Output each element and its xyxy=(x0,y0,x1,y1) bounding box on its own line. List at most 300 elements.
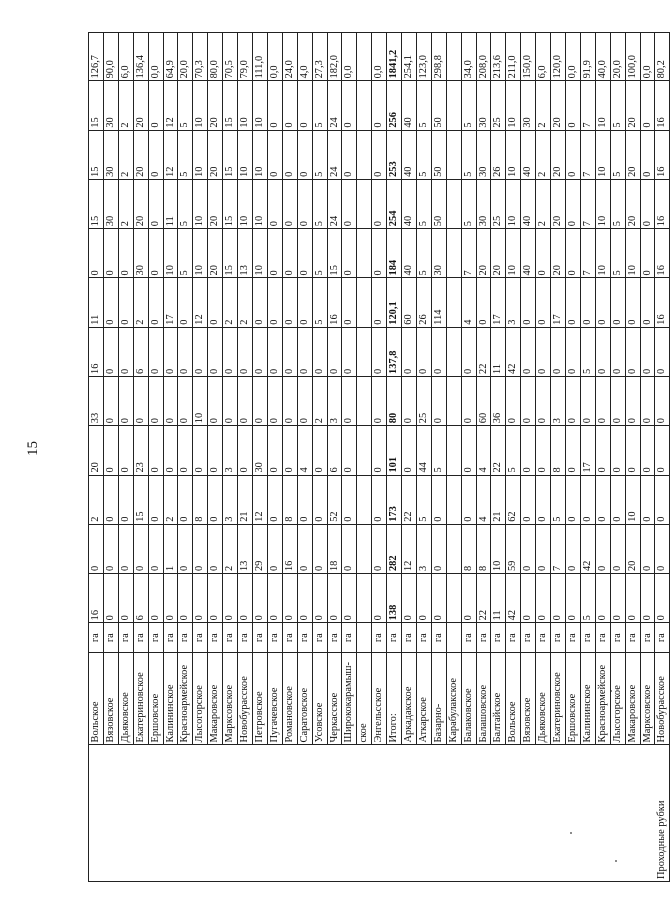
value-cell: 0 xyxy=(148,327,163,376)
value-cell: 136,4 xyxy=(133,33,148,81)
value-cell: 0 xyxy=(252,327,267,376)
value-cell: 10 xyxy=(252,179,267,228)
value-cell xyxy=(357,475,372,524)
data-table xyxy=(88,32,670,882)
value-cell xyxy=(446,81,461,130)
value-cell: 0 xyxy=(580,475,595,524)
value-cell: 25 xyxy=(416,376,431,425)
value-cell: 90,0 xyxy=(103,33,118,81)
value-cell: 3 xyxy=(506,278,521,327)
value-cell: 0 xyxy=(297,327,312,376)
value-cell: 0 xyxy=(640,327,655,376)
unit-cell: га xyxy=(640,623,655,653)
value-cell: 0 xyxy=(580,376,595,425)
value-cell: 12 xyxy=(163,130,178,179)
district-name: Макаровское xyxy=(625,653,640,745)
value-cell: 2 xyxy=(536,179,551,228)
value-cell: 0 xyxy=(610,278,625,327)
unit-cell: га xyxy=(431,623,446,653)
value-cell: 100,0 xyxy=(625,33,640,81)
value-cell: 4 xyxy=(476,475,491,524)
value-cell: 70,5 xyxy=(223,33,238,81)
value-cell: 20 xyxy=(208,130,223,179)
unit-cell: га xyxy=(342,623,357,653)
value-cell: 0 xyxy=(163,327,178,376)
value-cell: 5 xyxy=(312,130,327,179)
value-cell: 20 xyxy=(625,130,640,179)
value-cell: 15 xyxy=(223,229,238,278)
value-cell: 298,8 xyxy=(431,33,446,81)
unit-cell: га xyxy=(163,623,178,653)
district-name: Макаровское xyxy=(208,653,223,745)
unit-cell: га xyxy=(536,623,551,653)
value-cell: 5 xyxy=(312,278,327,327)
value-cell: 0 xyxy=(402,327,417,376)
value-cell xyxy=(446,179,461,228)
value-cell: 0 xyxy=(282,81,297,130)
value-cell: 0 xyxy=(580,278,595,327)
value-cell: 0 xyxy=(595,524,610,573)
value-cell: 184 xyxy=(387,229,402,278)
value-cell: 0 xyxy=(103,278,118,327)
value-cell xyxy=(446,475,461,524)
value-cell: 0 xyxy=(625,426,640,475)
district-name: Лысогорское xyxy=(610,653,625,745)
value-cell: 5 xyxy=(580,574,595,623)
district-name: Базарно- xyxy=(431,653,446,745)
value-cell: 0 xyxy=(297,278,312,327)
value-cell: 0 xyxy=(282,179,297,228)
value-cell: 0 xyxy=(312,574,327,623)
value-cell: 42 xyxy=(580,524,595,573)
unit-cell: га xyxy=(133,623,148,653)
district-name: Марксовское xyxy=(640,653,655,745)
value-cell: 0 xyxy=(118,524,133,573)
value-cell: 0 xyxy=(610,574,625,623)
value-cell: 0 xyxy=(178,574,193,623)
value-cell: 20 xyxy=(551,179,566,228)
value-cell: 0 xyxy=(416,574,431,623)
district-name: Марксовское xyxy=(223,653,238,745)
value-cell: 4 xyxy=(476,426,491,475)
value-cell: 5 xyxy=(610,130,625,179)
value-cell: 11 xyxy=(491,327,506,376)
value-cell: 16 xyxy=(282,524,297,573)
value-cell: 7 xyxy=(580,179,595,228)
value-cell: 20 xyxy=(625,179,640,228)
value-cell: 5 xyxy=(506,426,521,475)
value-cell: 0 xyxy=(640,229,655,278)
value-cell: 50 xyxy=(431,179,446,228)
value-cell xyxy=(446,376,461,425)
value-cell: 36 xyxy=(491,376,506,425)
value-cell: 5 xyxy=(312,179,327,228)
value-cell: 29 xyxy=(252,524,267,573)
value-cell: 0 xyxy=(461,376,476,425)
district-name: Новобурасское xyxy=(238,653,253,745)
value-cell: 0 xyxy=(551,574,566,623)
value-cell: 0 xyxy=(312,524,327,573)
value-cell: 40 xyxy=(402,229,417,278)
value-cell: 0 xyxy=(536,327,551,376)
value-cell: 2 xyxy=(223,524,238,573)
value-cell xyxy=(446,278,461,327)
value-cell: 10 xyxy=(238,81,253,130)
value-cell: 0 xyxy=(267,278,282,327)
value-cell: 0 xyxy=(595,475,610,524)
value-cell: 0 xyxy=(431,524,446,573)
value-cell: 11 xyxy=(163,179,178,228)
value-cell: 0 xyxy=(655,327,670,376)
value-cell: 0 xyxy=(118,327,133,376)
value-cell: 0 xyxy=(566,81,581,130)
value-cell: 25 xyxy=(491,179,506,228)
value-cell: 20 xyxy=(491,229,506,278)
value-cell: 0 xyxy=(566,229,581,278)
value-cell: 0 xyxy=(297,229,312,278)
value-cell: 0 xyxy=(178,426,193,475)
district-name: Саратовское xyxy=(297,653,312,745)
district-name: Романовское xyxy=(282,653,297,745)
value-cell: 7 xyxy=(551,524,566,573)
value-cell: 20,0 xyxy=(610,33,625,81)
value-cell: 22 xyxy=(491,426,506,475)
value-cell: 0 xyxy=(238,426,253,475)
value-cell: 20 xyxy=(208,179,223,228)
value-cell: 0,0 xyxy=(372,33,387,81)
value-cell: 0 xyxy=(118,376,133,425)
value-cell: 0 xyxy=(372,229,387,278)
value-cell: 0 xyxy=(476,278,491,327)
unit-cell: га xyxy=(580,623,595,653)
value-cell: 70,3 xyxy=(193,33,208,81)
value-cell: 5 xyxy=(416,179,431,228)
value-cell: 0 xyxy=(312,475,327,524)
value-cell: 16 xyxy=(655,130,670,179)
value-cell: 0 xyxy=(267,574,282,623)
value-cell: 150,0 xyxy=(521,33,536,81)
value-cell: 0 xyxy=(208,574,223,623)
value-cell xyxy=(357,130,372,179)
district-name: Екатериновское xyxy=(133,653,148,745)
value-cell: 0 xyxy=(178,327,193,376)
value-cell: 16 xyxy=(655,81,670,130)
unit-cell: га xyxy=(387,623,402,653)
value-cell: 0 xyxy=(536,278,551,327)
unit-cell: га xyxy=(372,623,387,653)
district-name: Лысогорское xyxy=(193,653,208,745)
value-cell xyxy=(357,426,372,475)
value-cell: 10 xyxy=(625,229,640,278)
value-cell: 20 xyxy=(476,229,491,278)
value-cell: 5 xyxy=(416,229,431,278)
value-cell: 3 xyxy=(416,524,431,573)
value-cell: 7 xyxy=(580,130,595,179)
value-cell: 15 xyxy=(327,229,342,278)
district-name: Ершовское xyxy=(566,653,581,745)
value-cell: 8 xyxy=(461,524,476,573)
value-cell: 253 xyxy=(387,130,402,179)
value-cell: 0 xyxy=(372,524,387,573)
table-row xyxy=(89,33,104,882)
value-cell: 10 xyxy=(238,130,253,179)
district-name: ское xyxy=(357,653,372,745)
unit-cell: га xyxy=(491,623,506,653)
value-cell: 0,0 xyxy=(148,33,163,81)
value-cell: 0 xyxy=(223,376,238,425)
value-cell: 0 xyxy=(536,229,551,278)
value-cell: 10 xyxy=(506,229,521,278)
value-cell: 254,1 xyxy=(402,33,417,81)
value-cell: 0 xyxy=(267,524,282,573)
value-cell: 0,0 xyxy=(267,33,282,81)
value-cell: 182,0 xyxy=(327,33,342,81)
unit-cell: га xyxy=(267,623,282,653)
value-cell: 2 xyxy=(536,81,551,130)
value-cell: 0 xyxy=(297,376,312,425)
value-cell: 0 xyxy=(402,574,417,623)
value-cell: 0 xyxy=(252,574,267,623)
value-cell: 10 xyxy=(252,130,267,179)
value-cell: 0 xyxy=(148,426,163,475)
value-cell: 0 xyxy=(640,130,655,179)
value-cell: 0 xyxy=(625,278,640,327)
value-cell: 15 xyxy=(223,179,238,228)
unit-cell: га xyxy=(118,623,133,653)
value-cell: 0 xyxy=(297,475,312,524)
value-cell: 20,0 xyxy=(178,33,193,81)
value-cell xyxy=(446,524,461,573)
value-cell: 13 xyxy=(238,524,253,573)
value-cell: 30 xyxy=(103,179,118,228)
value-cell: 10 xyxy=(506,81,521,130)
value-cell: 30 xyxy=(476,179,491,228)
unit-cell: га xyxy=(551,623,566,653)
value-cell: 0 xyxy=(506,376,521,425)
group-label xyxy=(89,745,462,882)
value-cell: 0 xyxy=(625,574,640,623)
value-cell: 0 xyxy=(461,475,476,524)
value-cell: 0 xyxy=(178,524,193,573)
value-cell: 2 xyxy=(536,130,551,179)
value-cell: 15 xyxy=(133,475,148,524)
value-cell: 0 xyxy=(595,426,610,475)
value-cell: 6,0 xyxy=(118,33,133,81)
value-cell: 0 xyxy=(521,278,536,327)
value-cell: 0 xyxy=(282,426,297,475)
value-cell: 30 xyxy=(431,229,446,278)
value-cell: 20 xyxy=(208,81,223,130)
value-cell: 0 xyxy=(521,327,536,376)
value-cell: 254 xyxy=(387,179,402,228)
value-cell: 40 xyxy=(402,130,417,179)
value-cell: 10 xyxy=(506,130,521,179)
value-cell: 91,9 xyxy=(580,33,595,81)
unit-cell: га xyxy=(223,623,238,653)
value-cell: 0 xyxy=(372,426,387,475)
value-cell: 8 xyxy=(282,475,297,524)
value-cell: 30 xyxy=(252,426,267,475)
value-cell: 0 xyxy=(536,376,551,425)
value-cell: 0 xyxy=(297,179,312,228)
value-cell: 120,1 xyxy=(387,278,402,327)
value-cell: 1 xyxy=(163,524,178,573)
district-name: Петровское xyxy=(252,653,267,745)
value-cell: 123,0 xyxy=(416,33,431,81)
value-cell: 0 xyxy=(566,475,581,524)
value-cell: 12 xyxy=(402,524,417,573)
value-cell: 0 xyxy=(118,229,133,278)
value-cell: 15 xyxy=(223,130,238,179)
value-cell: 0 xyxy=(163,574,178,623)
value-cell: 0 xyxy=(148,524,163,573)
value-cell: 2 xyxy=(118,81,133,130)
unit-cell: га xyxy=(476,623,491,653)
value-cell: 0 xyxy=(148,179,163,228)
unit-cell: га xyxy=(625,623,640,653)
value-cell: 10 xyxy=(252,229,267,278)
value-cell: 0 xyxy=(342,524,357,573)
value-cell: 0 xyxy=(536,475,551,524)
value-cell: 0 xyxy=(372,81,387,130)
value-cell: 12 xyxy=(163,81,178,130)
value-cell xyxy=(446,574,461,623)
value-cell: 5 xyxy=(461,179,476,228)
value-cell: 23 xyxy=(133,426,148,475)
value-cell: 10 xyxy=(595,130,610,179)
value-cell: 0 xyxy=(372,327,387,376)
value-cell: 20 xyxy=(625,524,640,573)
value-cell: 6 xyxy=(133,327,148,376)
value-cell: 8 xyxy=(476,524,491,573)
value-cell: 20 xyxy=(551,130,566,179)
value-cell: 17 xyxy=(551,278,566,327)
value-cell: 0 xyxy=(372,130,387,179)
value-cell xyxy=(357,229,372,278)
value-cell xyxy=(446,327,461,376)
value-cell: 5 xyxy=(178,229,193,278)
value-cell: 3 xyxy=(551,376,566,425)
value-cell xyxy=(446,33,461,81)
district-name: Екатериновское xyxy=(551,653,566,745)
value-cell: 0 xyxy=(521,376,536,425)
value-cell: 52 xyxy=(327,475,342,524)
district-name: Дьяковское xyxy=(536,653,551,745)
value-cell: 0 xyxy=(267,130,282,179)
unit-cell: га xyxy=(655,623,670,653)
value-cell: 10 xyxy=(193,229,208,278)
value-cell: 4,0 xyxy=(297,33,312,81)
value-cell: 0 xyxy=(416,327,431,376)
unit-cell: га xyxy=(521,623,536,653)
value-cell: 0 xyxy=(566,327,581,376)
value-cell: 5 xyxy=(178,130,193,179)
value-cell: 0 xyxy=(118,475,133,524)
value-cell: 0 xyxy=(342,278,357,327)
value-cell: 22 xyxy=(402,475,417,524)
value-cell: 16 xyxy=(89,574,104,623)
value-cell: 0 xyxy=(655,376,670,425)
value-cell: 10 xyxy=(163,229,178,278)
value-cell: 0 xyxy=(342,574,357,623)
value-cell: 5 xyxy=(461,81,476,130)
value-cell: 80 xyxy=(387,376,402,425)
value-cell: 0 xyxy=(312,327,327,376)
value-cell: 22 xyxy=(476,327,491,376)
value-cell: 0 xyxy=(163,376,178,425)
value-cell: 0 xyxy=(372,376,387,425)
value-cell: 0 xyxy=(536,426,551,475)
value-cell: 0 xyxy=(536,574,551,623)
value-cell: 5 xyxy=(610,229,625,278)
value-cell: 0 xyxy=(133,524,148,573)
unit-cell: га xyxy=(252,623,267,653)
value-cell: 0 xyxy=(431,475,446,524)
value-cell: 10 xyxy=(193,179,208,228)
value-cell: 0 xyxy=(178,475,193,524)
value-cell: 0 xyxy=(610,475,625,524)
value-cell: 0 xyxy=(655,524,670,573)
value-cell: 0 xyxy=(640,278,655,327)
value-cell: 0 xyxy=(640,524,655,573)
value-cell: 40 xyxy=(402,179,417,228)
value-cell: 60 xyxy=(402,278,417,327)
value-cell: 0 xyxy=(372,278,387,327)
value-cell: 26 xyxy=(416,278,431,327)
value-cell: 4 xyxy=(461,278,476,327)
district-name: Аткарское xyxy=(416,653,431,745)
value-cell: 5 xyxy=(610,179,625,228)
unit-cell: га xyxy=(193,623,208,653)
value-cell: 0 xyxy=(431,574,446,623)
value-cell: 0 xyxy=(193,574,208,623)
value-cell: 30 xyxy=(476,130,491,179)
value-cell: 0 xyxy=(208,376,223,425)
value-cell: 11 xyxy=(89,278,104,327)
value-cell: 2 xyxy=(223,278,238,327)
value-cell: 10 xyxy=(238,179,253,228)
unit-cell: га xyxy=(566,623,581,653)
value-cell: 40 xyxy=(521,130,536,179)
value-cell: 59 xyxy=(506,524,521,573)
value-cell: 50 xyxy=(431,81,446,130)
unit-cell: га xyxy=(506,623,521,653)
value-cell: 10 xyxy=(193,376,208,425)
value-cell: 0 xyxy=(372,475,387,524)
district-name: Красноармейское xyxy=(595,653,610,745)
unit-cell: га xyxy=(148,623,163,653)
district-name: Аркадакское xyxy=(402,653,417,745)
value-cell: 2 xyxy=(133,278,148,327)
district-name: Новобурасское xyxy=(655,653,670,745)
value-cell: 0 xyxy=(193,426,208,475)
district-name: Калининское xyxy=(163,653,178,745)
unit-cell: га xyxy=(238,623,253,653)
value-cell: 0 xyxy=(148,81,163,130)
value-cell: 42 xyxy=(506,327,521,376)
value-cell: 0 xyxy=(148,229,163,278)
value-cell: 40 xyxy=(521,229,536,278)
value-cell: 6 xyxy=(327,426,342,475)
value-cell: 0 xyxy=(208,278,223,327)
district-name: Красноармейское xyxy=(178,653,193,745)
value-cell: 27,3 xyxy=(312,33,327,81)
value-cell: 20 xyxy=(625,81,640,130)
value-cell: 0 xyxy=(342,376,357,425)
value-cell: 0 xyxy=(103,327,118,376)
value-cell: 0 xyxy=(163,426,178,475)
value-cell: 7 xyxy=(461,229,476,278)
